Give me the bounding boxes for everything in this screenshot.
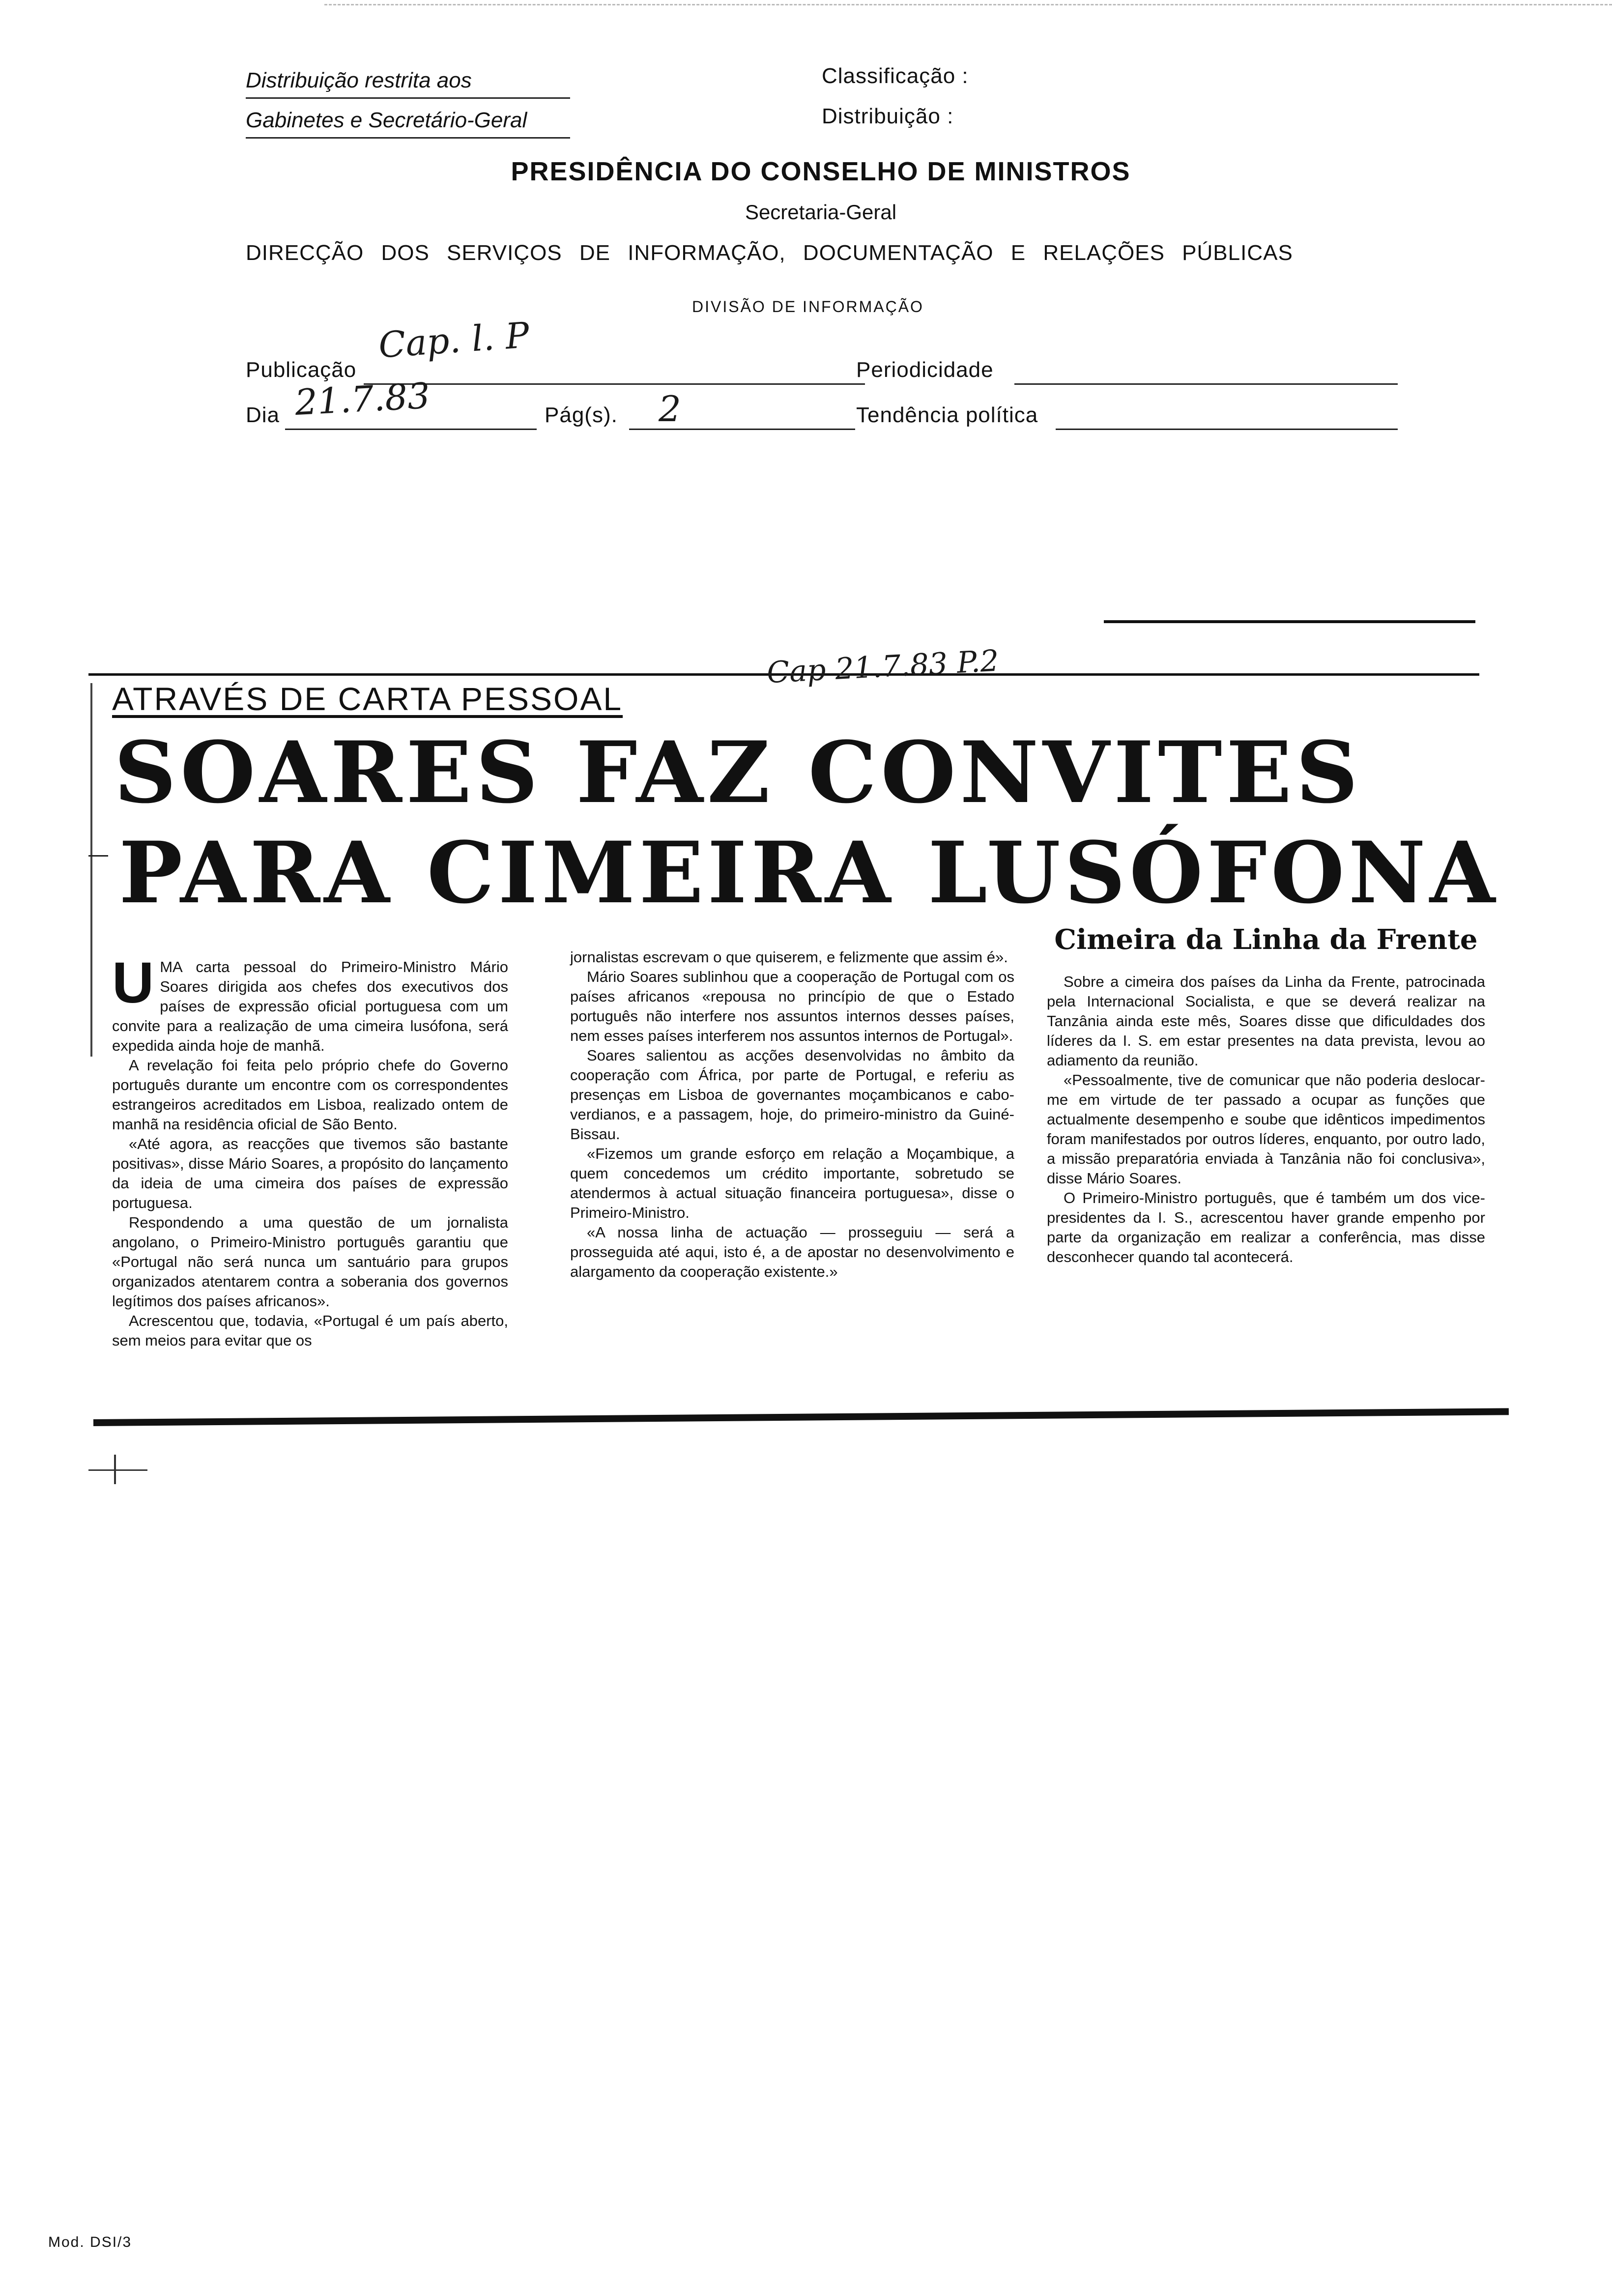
paragraph: Acrescentou que, todavia, «Portugal é um país aberto, sem meios para evitar que os — [112, 1312, 508, 1349]
article-column-2 — [570, 947, 1014, 1282]
article-kicker: ATRAVÉS DE CARTA PESSOAL — [112, 681, 623, 717]
article-column-3 — [1047, 924, 1485, 1267]
paragraph: UMA carta pessoal do Primeiro-Ministro Mário Soares dirigida aos chefes dos executivos dos países de expressão oficial portuguesa com um convite para a realização de uma cimeira lusófona, será expedida ainda hoje de manhã. — [112, 950, 508, 1054]
paragraph: A revelação foi feita pelo próprio chefe do Governo português durante um encontre com os correspondentes estrangeiros acreditados em Lisboa, realizado ontem de manhã na residência oficial de São Bento. — [112, 1057, 508, 1133]
clipping-bottom-left-mark-2 — [114, 1455, 116, 1484]
secretariat-subtitle: Secretaria-Geral — [745, 201, 897, 224]
paragraph: Sobre a cimeira dos países da Linha da Frente, patrocinada pela Internacional Socialista, e que se deverá realizar na Tanzânia ainda este mês, Soares disse que dificuldades dos líderes da I. S. em estar presentes na data prevista, levou ao adiamento da reunião. — [1047, 973, 1485, 1069]
periodicidade-line — [1014, 383, 1398, 385]
restricted-line-1: Distribuição restrita aos — [246, 65, 570, 99]
paragraph: Mário Soares sublinhou que a cooperação de Portugal com os países africanos «repousa no princípio de que o Estado português não interfere nos assuntos internos desses países, nem esses países interferem nos assuntos internos de Portugal». — [570, 968, 1014, 1044]
headline-line-2: PARA CIMEIRA LUSÓFONA — [119, 823, 1499, 922]
publicacao-label: Publicação — [246, 358, 357, 382]
dia-label: Dia — [246, 403, 280, 427]
periodicidade-label: Periodicidade — [856, 358, 994, 382]
divisao-label: DIVISÃO DE INFORMAÇÃO — [692, 298, 924, 316]
paragraph: «Fizemos um grande esforço em relação a Moçambique, a quem concedemos um crédito importante, sobretudo se atendermos à actual situação financeira portuguesa», disse o Primeiro-Ministro. — [570, 1145, 1014, 1221]
publicacao-handwritten: Cap. l. P — [377, 314, 531, 366]
headline-line-1: SOARES FAZ CONVITES — [114, 722, 1362, 822]
headline-left-mark — [88, 855, 108, 857]
paragraph: Soares salientou as acções desenvolvidas no âmbito da cooperação com África, por parte de Portugal, e referiu as presenças em Lisboa de governantes moçambicanos e cabo-verdianos, e a passagem, hoje, do primeiro-ministro da Guiné-Bissau. — [570, 1047, 1014, 1143]
pags-handwritten: 2 — [659, 388, 681, 430]
restricted-line-2: Gabinetes e Secretário-Geral — [246, 105, 570, 139]
paragraph: Respondendo a uma questão de um jornalista angolano, o Primeiro-Ministro português garantiu que «Portugal não será nunca um santuário para grupos organizados atentarem contra a soberania dos governos legítimos dos países africanos». — [112, 1214, 508, 1310]
scan-top-rule — [324, 4, 1612, 5]
paragraph: «Pessoalmente, tive de comunicar que não poderia deslocar-me em virtude de ter passado a ocupar as funções que actualmente desempenho e soube que idênticos impedimentos foram manifestados por outros líderes, enquanto, por outro lado, a missão preparatória enviada à Tanzânia não foi conclusiva», disse Mário Soares. — [1047, 1071, 1485, 1187]
clipping-left-margin-mark — [90, 683, 92, 1057]
article-column-1 — [112, 950, 508, 1350]
handwritten-reference: Cap 21.7.83 P.2 — [766, 643, 1000, 690]
column-3-subhead: Cimeira da Linha da Frente — [1054, 923, 1478, 956]
clipping-bottom-left-mark — [88, 1469, 147, 1471]
classificacao-label: Classificação : — [822, 64, 969, 88]
tendencia-label: Tendência política — [856, 403, 1038, 427]
form-model-code: Mod. DSI/3 — [48, 2234, 132, 2250]
paragraph: O Primeiro-Ministro português, que é também um dos vice-presidentes da I. S., acrescentou haver grande empenho por parte da organização em realizar a conferência, mas disse desconhecer quando tal acontecerá. — [1047, 1189, 1485, 1265]
clipping-top-rule-short — [1104, 620, 1475, 623]
paragraph: jornalistas escrevam o que quiserem, e felizmente que assim é». — [570, 948, 1008, 966]
pags-label: Pág(s). — [545, 403, 618, 427]
presidency-title: PRESIDÊNCIA DO CONSELHO DE MINISTROS — [511, 157, 1131, 186]
clipping-bottom-rule — [93, 1408, 1509, 1426]
publicacao-line — [364, 383, 865, 385]
dia-line — [285, 429, 537, 430]
restricted-distribution-note — [246, 65, 570, 139]
paragraph: «Até agora, as reacções que tivemos são bastante positivas», disse Mário Soares, a propósito do lançamento da ideia de uma cimeira dos países de expressão portuguesa. — [112, 1135, 508, 1211]
drop-cap: U — [112, 950, 154, 1015]
direccao-line: DIRECÇÃO DOS SERVIÇOS DE INFORMAÇÃO, DOCUMENTAÇÃO E RELAÇÕES PÚBLICAS — [246, 241, 1293, 265]
tendencia-line — [1056, 429, 1398, 430]
paragraph: «A nossa linha de actuação — prosseguiu — será a prosseguida até aqui, isto é, a de apostar no desenvolvimento e alargamento da cooperação existente.» — [570, 1224, 1014, 1280]
distribuicao-label: Distribuição : — [822, 104, 954, 128]
dia-handwritten: 21.7.83 — [293, 374, 431, 424]
